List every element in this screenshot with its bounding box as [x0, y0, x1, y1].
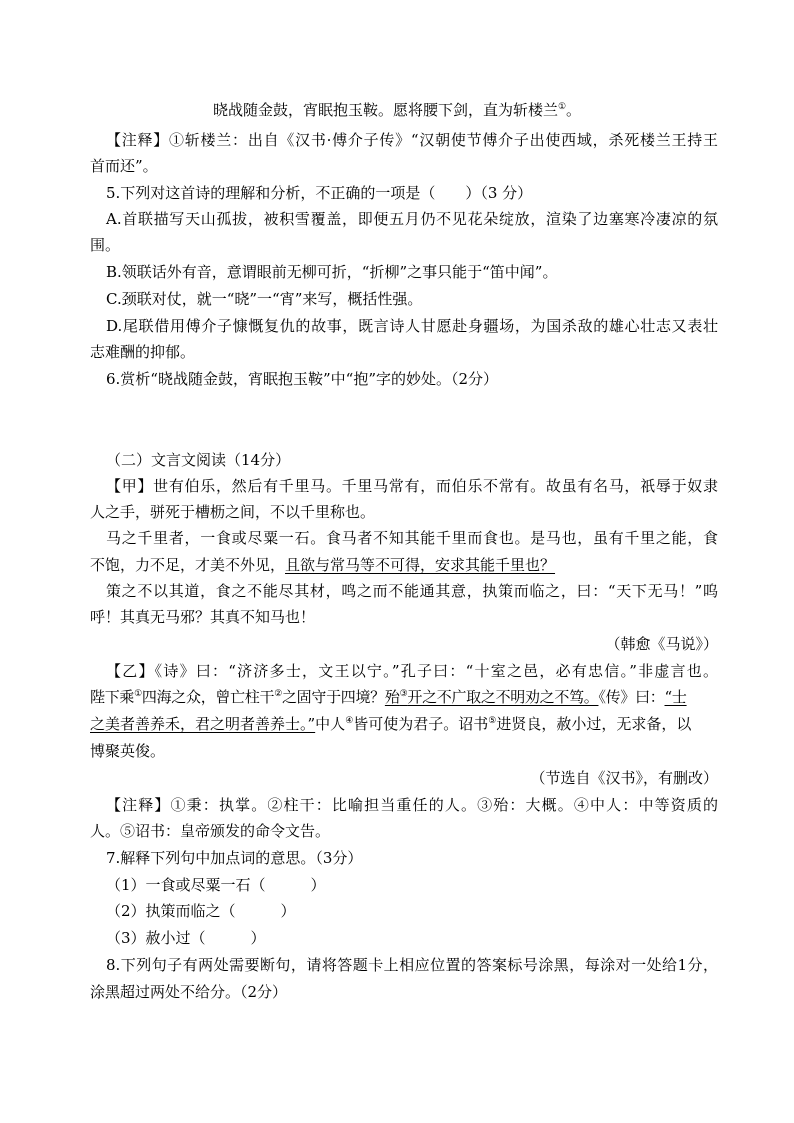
yi-line4: 博聚英俊。 [90, 742, 166, 760]
yi-source: （节选自《汉书》，有删改） [530, 769, 718, 787]
yi-line2: 陛下乘①四海之众，曾亡柱干②之固守于四境？殆③开之不广取之不明劝之不笃。《传》曰：“士 [90, 688, 687, 706]
jia-p1-line2: 人之手，骈死于槽枥之间，不以千里称也。 [90, 503, 376, 521]
footnote-ref: ② [274, 689, 282, 699]
footnote-ref: ⑤ [488, 716, 497, 726]
section-heading: （二）文言文阅读（14分） [106, 451, 291, 469]
jia-p1-line1: 【甲】世有伯乐，然后有千里马。千里马常有，而伯乐不常有。故虽有名马，祇辱于奴隶 [106, 477, 718, 495]
note1-line1: 【注释】①斩楼兰：出自《汉书·傅介子传》“汉朝使节傅介子出使西域，杀死楼兰王持王 [106, 131, 718, 149]
q5-option-c: C.颈联对仗，就一“晓”一“宵”来写，概括性强。 [106, 290, 423, 308]
footnote-ref: ① [134, 689, 142, 699]
footnote-ref: ① [557, 102, 567, 112]
jia-source: （韩愈《马说》） [605, 635, 718, 653]
q5-option-d-line2: 志难酬的抑郁。 [90, 343, 196, 361]
q8-line1: 8.下列句子有两处需要断句，请将答题卡上相应位置的答案标号涂黑，每涂对一处给1分， [106, 956, 718, 974]
yi-line3: 之美者善养禾，君之明者善养士。”中人④皆可使为君子。诏书⑤进贤良，赦小过，无求备，以 [90, 715, 692, 733]
q5-option-b: B.领联话外有音，意谓眼前无柳可折，“折柳”之事只能于“笛中闻”。 [106, 263, 558, 281]
note1-line2: 首而还”。 [90, 157, 158, 175]
jia-p2-line2: 不饱，力不足，才美不外见，且欲与常马等不可得，安求其能千里也？ [90, 556, 556, 574]
q7-item3: （3）赦小过（ ） [106, 929, 266, 947]
underlined-quote: 之美者善养禾，君之明者善养士。” [90, 715, 316, 733]
q7-stem: 7.解释下列句中加点词的意思。（3分） [106, 849, 363, 867]
q8-line2: 涂黑超过两处不给分。（2分） [90, 983, 288, 1001]
q5-option-d-line1: D.尾联借用傅介子慷慨复仇的故事，既言诗人甘愿赴身疆场，为国杀敌的雄心壮志又表壮 [106, 317, 718, 335]
q7-item1: （1）一食或尽粟一石（ ） [106, 876, 326, 894]
underlined-phrase: 殆③开之不广取之不明劝之不笃。 [384, 688, 599, 706]
yi-line1: 【乙】《诗》曰：“济济多士，文王以宁。”孔子曰：“十室之邑，必有忠信。”非虚言也。 [106, 662, 718, 680]
jia-p3-line2: 呼！其真无马邪？其真不知马也！ [90, 608, 316, 626]
note2-line2: 人。⑤诏书：皇帝颁发的命令文告。 [90, 822, 331, 840]
q7-item2: （2）执策而临之（ ） [106, 902, 296, 920]
q6-stem: 6.赏析“晓战随金鼓，宵眠抱玉鞍”中“抱”字的妙处。（2分） [106, 370, 499, 388]
q5-option-a-line2: 围。 [90, 236, 121, 254]
underlined-quote-start: “士 [664, 688, 687, 706]
footnote-ref: ④ [345, 716, 354, 726]
poem-line: 晓战随金鼓，宵眠抱玉鞍。愿将腰下剑，直为斩楼兰①。 [212, 101, 582, 119]
footnote-ref: ③ [399, 689, 408, 699]
underlined-sentence: 且欲与常马等不可得，安求其能千里也？ [285, 556, 556, 574]
q5-option-a-line1: A.首联描写天山孤拔，被积雪覆盖，即便五月仍不见花朵绽放，渲染了边塞寒冷凄凉的氛 [106, 210, 718, 228]
note2-line1: 【注释】①秉：执掌。②柱干：比喻担当重任的人。③殆：大概。④中人：中等资质的 [106, 796, 718, 814]
jia-p2-line1: 马之千里者，一食或尽粟一石。食马者不知其能千里而食也。是马也，虽有千里之能，食 [106, 529, 718, 547]
jia-p3-line1: 策之不以其道，食之不能尽其材，鸣之而不能通其意，执策而临之，曰：“天下无马！”呜 [106, 582, 718, 600]
q5-stem: 5.下列对这首诗的理解和分析，不正确的一项是（ ）（3 分） [106, 184, 533, 202]
